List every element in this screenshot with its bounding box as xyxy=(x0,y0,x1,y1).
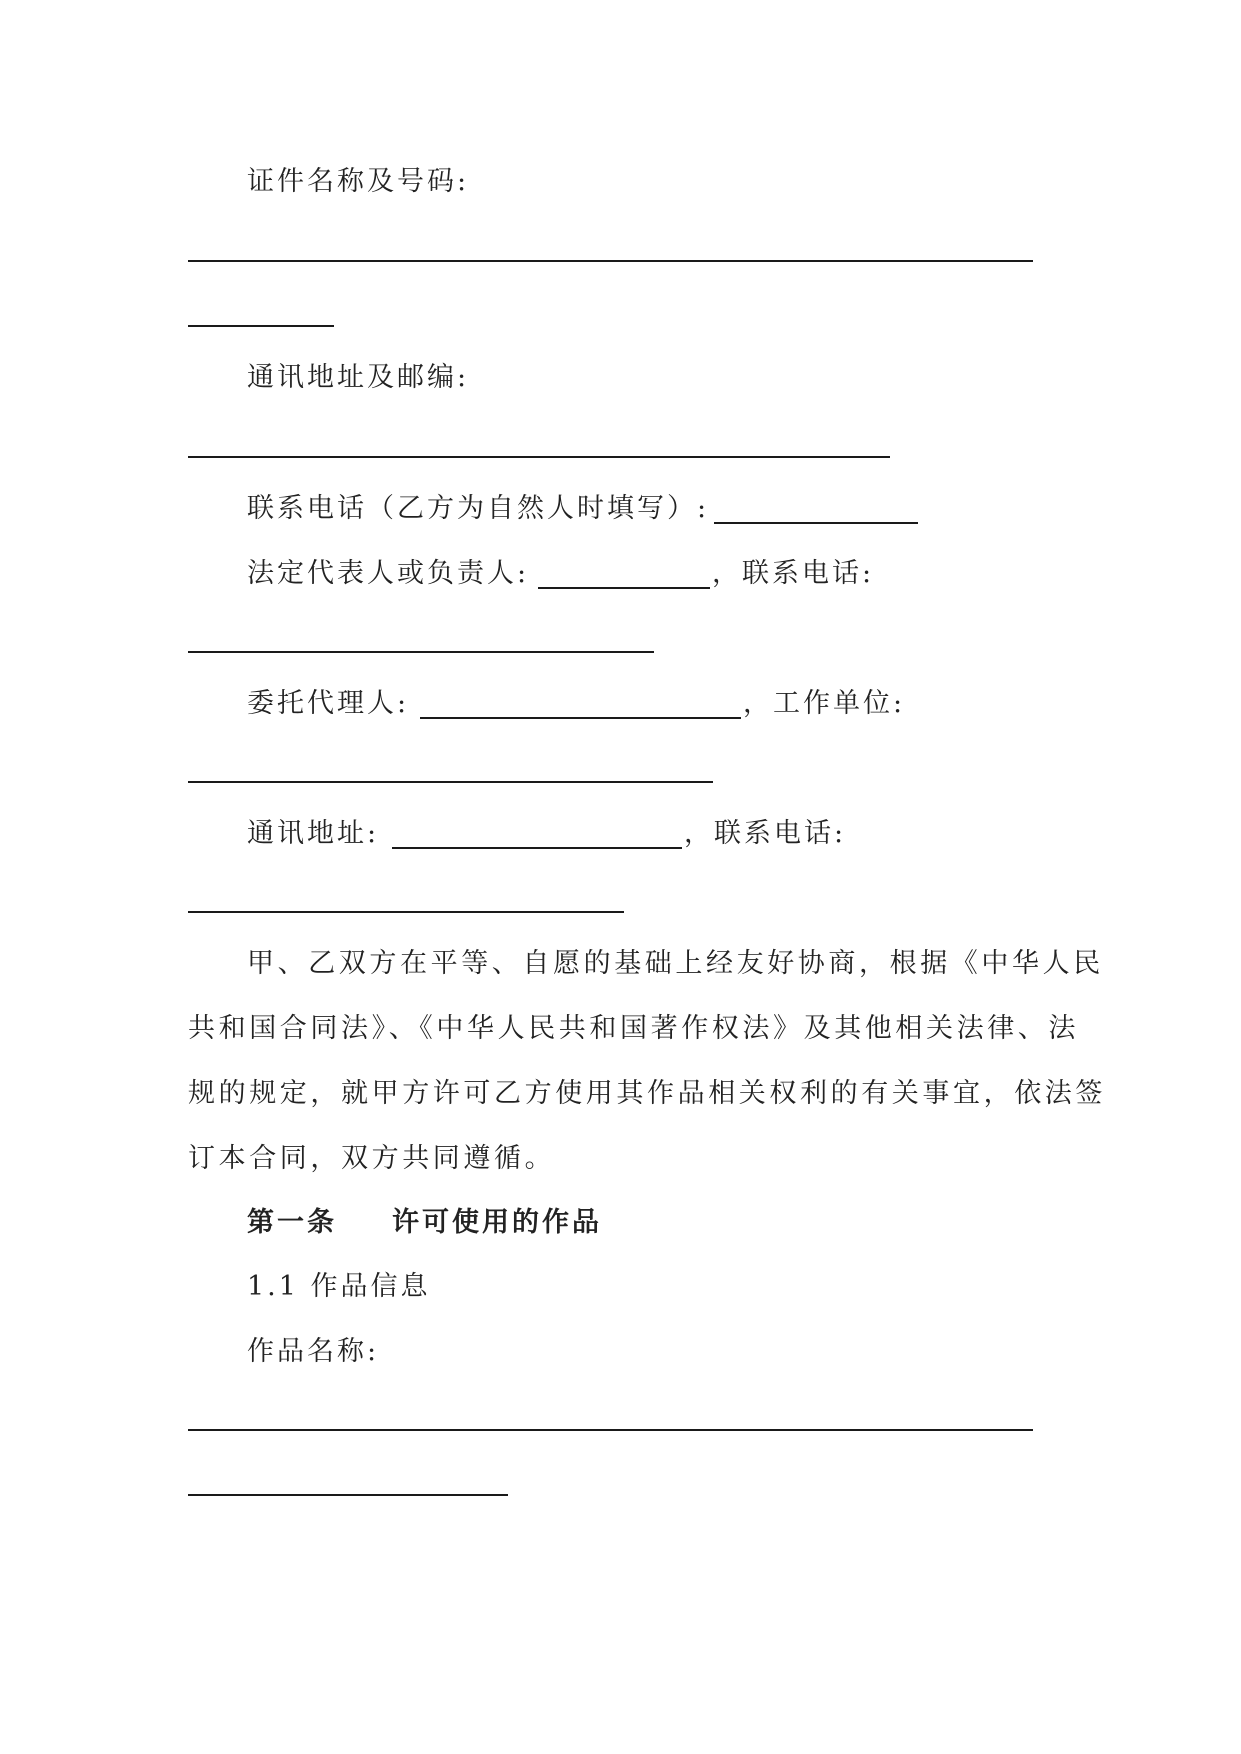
agent-blank-line[interactable] xyxy=(420,717,741,719)
id-blank-line-2[interactable] xyxy=(188,325,334,327)
work-name-blank-line-2[interactable] xyxy=(188,1494,508,1496)
legal-rep-phone-label: ，联系电话: xyxy=(712,558,875,589)
work-name-label: 作品名称: xyxy=(247,1336,380,1367)
work-unit-label: ，工作单位: xyxy=(743,688,906,719)
id-blank-line-1[interactable] xyxy=(188,260,1033,262)
agent-label: 委托代理人: xyxy=(247,688,410,719)
address-label: 通讯地址及邮编: xyxy=(247,362,470,393)
mail-address-blank-line[interactable] xyxy=(392,847,682,849)
phone-blank-line[interactable] xyxy=(714,522,918,524)
paragraph-line-1: 甲、乙双方在平等、自愿的基础上经友好协商，根据《中华人民 xyxy=(247,948,1104,979)
phone-label: 联系电话（乙方为自然人时填写）: xyxy=(247,493,710,524)
mail-phone-label: ，联系电话: xyxy=(684,818,847,849)
address-blank-line[interactable] xyxy=(188,456,890,458)
article-1-title: 许可使用的作品 xyxy=(392,1207,602,1238)
paragraph-line-3: 规的规定，就甲方许可乙方使用其作品相关权利的有关事宜，依法签 xyxy=(188,1078,1106,1109)
legal-rep-blank-line[interactable] xyxy=(538,587,710,589)
work-name-blank-line-1[interactable] xyxy=(188,1429,1033,1431)
legal-rep-label: 法定代表人或负责人: xyxy=(247,558,530,589)
section-1-1-heading: 1.1 作品信息 xyxy=(247,1271,431,1302)
mail-address-label: 通讯地址: xyxy=(247,818,380,849)
article-1-number: 第一条 xyxy=(247,1207,337,1238)
id-label: 证件名称及号码: xyxy=(247,166,470,197)
mail-phone-blank-line[interactable] xyxy=(188,911,624,913)
legal-rep-phone-blank-line[interactable] xyxy=(188,651,654,653)
paragraph-line-2: 共和国合同法》、《中华人民共和国著作权法》及其他相关法律、法 xyxy=(188,1013,1079,1044)
work-unit-blank-line[interactable] xyxy=(188,781,713,783)
paragraph-line-4: 订本合同，双方共同遵循。 xyxy=(188,1143,556,1174)
